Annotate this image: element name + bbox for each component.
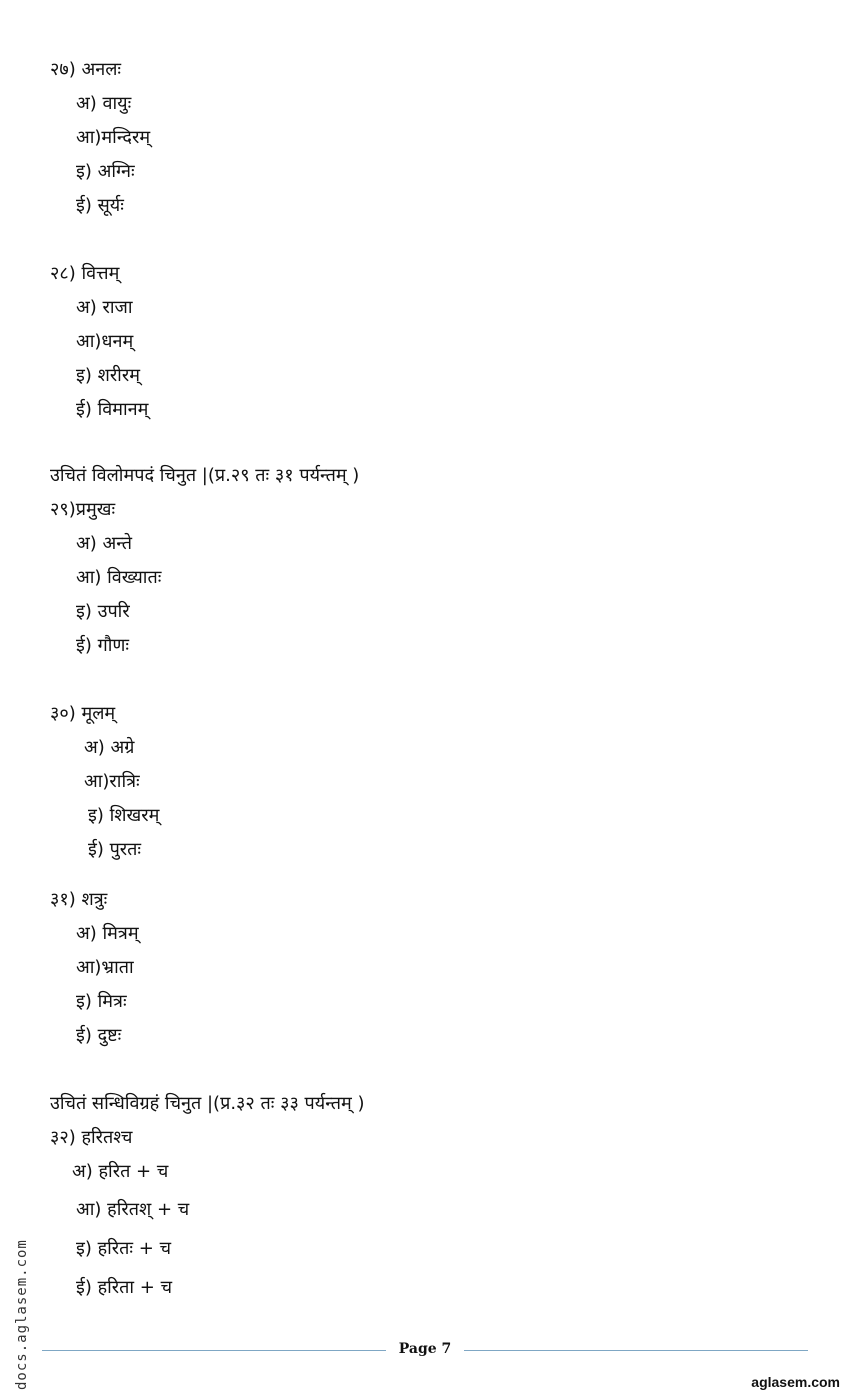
q32-option-ii: ई) हरिता + च bbox=[76, 1277, 173, 1298]
question-28: २८) वित्तम् bbox=[50, 263, 120, 284]
q30-option-ii: ई) पुरतः bbox=[88, 839, 142, 860]
q27-option-ii: ई) सूर्यः bbox=[76, 195, 124, 216]
q28-option-i: इ) शरीरम् bbox=[76, 365, 140, 386]
q29-option-ii: ई) गौणः bbox=[76, 635, 130, 656]
q28-option-a: अ) राजा bbox=[76, 297, 133, 318]
q32-option-a: अ) हरित + च bbox=[72, 1161, 169, 1182]
q28-option-aa: आ)धनम् bbox=[76, 331, 134, 352]
section-heading-antonyms: उचितं विलोमपदं चिनुत |(प्र.२९ तः ३१ पर्यन्तम् ) bbox=[50, 465, 360, 486]
q30-option-aa: आ)रात्रिः bbox=[84, 771, 140, 792]
q29-option-aa: आ) विख्यातः bbox=[76, 567, 162, 588]
q31-option-ii: ई) दुष्टः bbox=[76, 1025, 122, 1046]
page-number: Page 7 bbox=[398, 1341, 452, 1357]
q31-option-i: इ) मित्रः bbox=[76, 991, 127, 1012]
q30-option-i: इ) शिखरम् bbox=[88, 805, 160, 826]
question-29: २९)प्रमुखः bbox=[50, 499, 116, 520]
q32-option-i: इ) हरितः + च bbox=[76, 1238, 172, 1259]
side-watermark-text: docs.aglasem.com bbox=[14, 1239, 30, 1390]
side-watermark bbox=[14, 1230, 34, 1390]
question-31: ३१) शत्रुः bbox=[50, 889, 108, 910]
q28-option-ii: ई) विमानम् bbox=[76, 399, 149, 420]
q32-option-aa: आ) हरितश् + च bbox=[76, 1199, 190, 1220]
q29-option-a: अ) अन्ते bbox=[76, 533, 133, 554]
q30-option-a: अ) अग्रे bbox=[84, 737, 135, 758]
q29-option-i: इ) उपरि bbox=[76, 601, 130, 622]
q27-option-a: अ) वायुः bbox=[76, 93, 132, 114]
q27-option-aa: आ)मन्दिरम् bbox=[76, 127, 151, 148]
q31-option-aa: आ)भ्राता bbox=[76, 957, 134, 978]
section-heading-sandhi: उचितं सन्धिविग्रहं चिनुत |(प्र.३२ तः ३३ पर्यन्तम् ) bbox=[50, 1093, 365, 1114]
question-30: ३०) मूलम् bbox=[50, 703, 116, 724]
question-27: २७) अनलः bbox=[50, 59, 122, 80]
question-32: ३२) हरितश्च bbox=[50, 1127, 133, 1148]
footer-rule-left bbox=[42, 1350, 386, 1351]
brand-link[interactable]: aglasem.com bbox=[751, 1374, 840, 1390]
footer-rule-right bbox=[464, 1350, 808, 1351]
q27-option-i: इ) अग्निः bbox=[76, 161, 135, 182]
q31-option-a: अ) मित्रम् bbox=[76, 923, 139, 944]
